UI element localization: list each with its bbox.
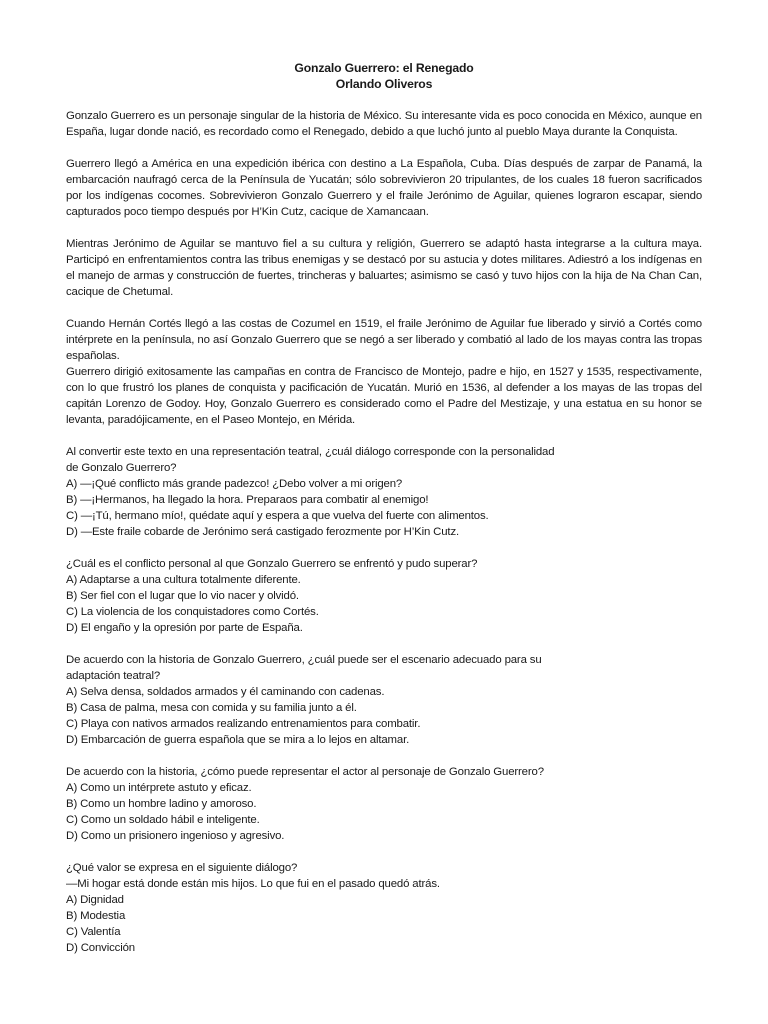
question-dialogue: —Mi hogar está donde están mis hijos. Lo que fui en el pasado quedó atrás. (66, 878, 440, 890)
answer-option: A) Como un intérprete astuto y eficaz. (66, 782, 252, 794)
answer-option: A) —¡Qué conflicto más grande padezco! ¿Debo volver a mi origen? (66, 478, 403, 490)
answer-option: B) —¡Hermanos, ha llegado la hora. Preparaos para combatir al enemigo! (66, 494, 429, 506)
paragraph-adaptation: Mientras Jerónimo de Aguilar se mantuvo fiel a su cultura y religión, Guerrero se adaptó hasta integrarse a la cultura maya. Participó en enfrentamientos contra las tribus enemigas y se destacó por su astucia y dotes militares. Adiestró a los indígenas en el manejo de armas y construcción de fuertes, trincheras y baluartes; asimismo se casó y tuvo hijos con la hija de Na Chan Can, cacique de Chetumal. (66, 238, 702, 298)
answer-option: D) Como un prisionero ingenioso y agresivo. (66, 830, 285, 842)
paragraph-cortes: Cuando Hernán Cortés llegó a las costas de Cozumel en 1519, el fraile Jerónimo de Aguilar fue liberado y sirvió a Cortés como intérprete en la península, no así Gonzalo Guerrero que se negó a ser liberado y combatió al lado de los mayas contra las tropas españolas. (66, 318, 702, 362)
answer-option: D) —Este fraile cobarde de Jerónimo será castigado ferozmente por H’Kin Cutz. (66, 526, 460, 538)
question-1 (66, 444, 702, 540)
answer-option: A) Dignidad (66, 894, 124, 906)
document-author: Orlando Oliveros (335, 77, 433, 91)
question-2 (66, 556, 702, 636)
answer-option: B) Ser fiel con el lugar que lo vio nacer y olvidó. (66, 590, 299, 602)
question-text: De acuerdo con la historia, ¿cómo puede representar el actor al personaje de Gonzalo Guerrero? (66, 766, 544, 778)
paragraph-intro: Gonzalo Guerrero es un personaje singular de la historia de México. Su interesante vida es poco conocida en México, aunque en España, lugar donde nació, es recordado como el Renegado, debido a que luchó junto al pueblo Maya durante la Conquista. (66, 110, 702, 138)
document-title: Gonzalo Guerrero: el Renegado (294, 61, 474, 75)
question-3 (66, 652, 702, 748)
question-4 (66, 764, 702, 844)
answer-option: B) Modestia (66, 910, 126, 922)
answer-option: C) —¡Tú, hermano mío!, quédate aquí y espera a que vuelva del fuerte con alimentos. (66, 510, 489, 522)
question-text: de Gonzalo Guerrero? (66, 462, 177, 474)
answer-option: C) Playa con nativos armados realizando entrenamientos para combatir. (66, 718, 421, 730)
question-text: adaptación teatral? (66, 670, 161, 682)
question-text: De acuerdo con la historia de Gonzalo Guerrero, ¿cuál puede ser el escenario adecuado para su (66, 654, 542, 666)
paragraph-campaigns: Guerrero dirigió exitosamente las campañas en contra de Francisco de Montejo, padre e hijo, en 1527 y 1535, respectivamente, con lo que frustró los planes de conquista y pacificación de Yucatán. Murió en 1536, al defender a los mayas de las tropas del capitán Lorenzo de Godoy. Hoy, Gonzalo Guerrero es considerado como el Padre del Mestizaje, y una estatua en su honor se levanta, paradójicamente, en el Paseo Montejo, en Mérida. (66, 366, 702, 426)
answer-option: D) Embarcación de guerra española que se mira a lo lejos en altamar. (66, 734, 410, 746)
answer-option: C) La violencia de los conquistadores como Cortés. (66, 606, 319, 618)
question-5 (66, 860, 702, 956)
document-page (66, 60, 702, 956)
answer-option: B) Casa de palma, mesa con comida y su familia junto a él. (66, 702, 357, 714)
answer-option: D) El engaño y la opresión por parte de España. (66, 622, 303, 634)
answer-option: A) Adaptarse a una cultura totalmente diferente. (66, 574, 301, 586)
question-text: ¿Cuál es el conflicto personal al que Gonzalo Guerrero se enfrentó y pudo superar? (66, 558, 478, 570)
answer-option: A) Selva densa, soldados armados y él caminando con cadenas. (66, 686, 385, 698)
paragraph-arrival: Guerrero llegó a América en una expedición ibérica con destino a La Española, Cuba. Días después de zarpar de Panamá, la embarcación naufragó cerca de la Península de Yucatán; sólo sobrevivieron 20 tripulantes, de los cuales 18 fueron sacrificados por los indígenas cocomes. Sobrevivieron Gonzalo Guerrero y el fraile Jerónimo de Aguilar, quienes lograron escapar, siendo capturados poco tiempo después por H’Kin Cutz, cacique de Xamancaan. (66, 158, 702, 218)
answer-option: B) Como un hombre ladino y amoroso. (66, 798, 257, 810)
answer-option: D) Convicción (66, 942, 135, 954)
answer-option: C) Valentía (66, 926, 121, 938)
question-text: ¿Qué valor se expresa en el siguiente diálogo? (66, 862, 298, 874)
answer-option: C) Como un soldado hábil e inteligente. (66, 814, 260, 826)
question-text: Al convertir este texto en una representación teatral, ¿cuál diálogo corresponde con la personalidad (66, 446, 555, 458)
